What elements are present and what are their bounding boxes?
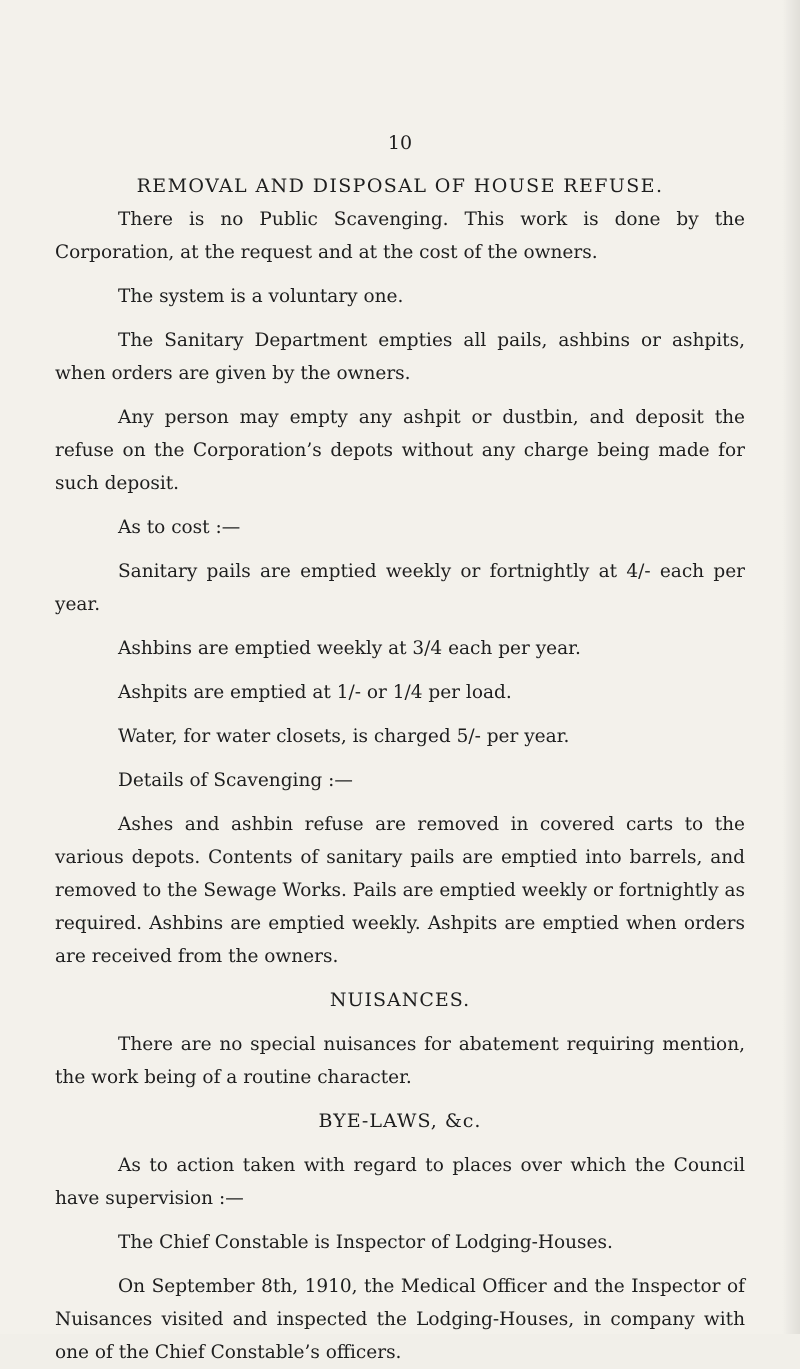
page-number: 10 <box>387 132 413 154</box>
paragraph: Sanitary pails are emptied weekly or fortnightly at 4/- each per year. <box>55 561 745 615</box>
paragraph: The system is a voluntary one. <box>118 286 404 307</box>
paragraph: There are no special nuisances for abatement requiring mention, the work being of a routine character. <box>55 1034 745 1088</box>
paragraph: On September 8th, 1910, the Medical Officer and the Inspector of Nuisances visited and inspected the Lodging-Houses, in company with one of the Chief Constable’s officers. <box>55 1276 745 1363</box>
paragraph: Ashpits are emptied at 1/- or 1/4 per load. <box>118 682 512 703</box>
paragraph: As to cost :— <box>118 517 241 538</box>
section-heading-nuisances: NUISANCES. <box>329 989 471 1011</box>
page-edge-shadow <box>782 0 800 1334</box>
paragraph: As to action taken with regard to places over which the Council have supervision :— <box>55 1155 745 1209</box>
paragraph: The Sanitary Department empties all pails, ashbins or ashpits, when orders are given by the owners. <box>55 330 745 384</box>
paragraph: Ashes and ashbin refuse are removed in covered carts to the various depots. Contents of sanitary pails are emptied into barrels, and removed to the Sewage Works. Pails are emptied weekly or fortnightly as required. Ashbins are emptied weekly. Ashpits are emptied when orders are received from the owners. <box>55 814 745 967</box>
paragraph: Any person may empty any ashpit or dustbin, and deposit the refuse on the Corporation’s depots without any charge being made for such deposit. <box>55 407 745 494</box>
paragraph: The Chief Constable is Inspector of Lodging-Houses. <box>118 1232 613 1253</box>
paragraph: Details of Scavenging :— <box>118 770 353 791</box>
section-heading-refuse: REMOVAL AND DISPOSAL OF HOUSE REFUSE. <box>136 175 664 197</box>
paragraph: Water, for water closets, is charged 5/- per year. <box>118 726 570 747</box>
paragraph: Ashbins are emptied weekly at 3/4 each per year. <box>118 638 581 659</box>
section-heading-bye-laws: BYE-LAWS, &c. <box>318 1110 482 1132</box>
page-content <box>55 170 745 1369</box>
paragraph: There is no Public Scavenging. This work is done by the Corporation, at the request and at the cost of the owners. <box>55 209 745 263</box>
